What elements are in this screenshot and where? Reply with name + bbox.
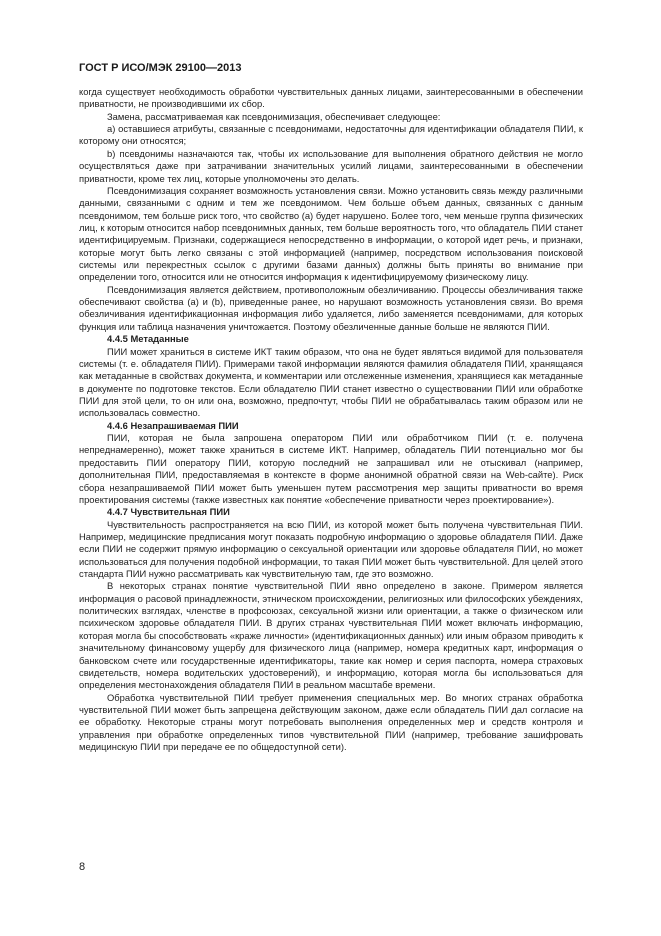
document-body — [79, 86, 583, 753]
paragraph: ПИИ, которая не была запрошена оператором ПИИ или обработчиком ПИИ (т. е. получена непреднамеренно), может также храниться в системе ИКТ. Например, обладатель ПИИ потенциально мог бы предоставить ПИИ оператору ПИИ, которую последний не запрашивал или не отыскивал (например, дополнительная ПИИ, предоставляемая в контексте в форме анонимной обратной связи на Web-сайте). Риск сбора незапрашиваемой ПИИ может быть уменьшен путем рассмотрения мер защиты приватности во время проектирования системы (также известных как понятие «обеспечение приватности через проектирование»). — [79, 432, 583, 505]
paragraph: ПИИ может храниться в системе ИКТ таким образом, что она не будет являться видимой для пользователя системы (т. е. обладателя ПИИ). Примерами такой информации являются фамилия обладателя ПИИ, хранящаяся как метаданные в свойствах документа, и комментарии или отслеженные изменения, хранящиеся как метаданные в документе по подготовке текстов. Если обладателю ПИИ станет известно о существовании ПИИ или обработке ПИИ для этой цели, то он или она, возможно, предпочтут, чтобы ПИИ не обрабатывалась таким образом или не использовалась совместно. — [79, 345, 583, 419]
section-heading: 4.4.6 Незапрашиваемая ПИИ — [107, 419, 239, 431]
paragraph: Замена, рассматриваемая как псевдонимизация, обеспечивает следующее: — [107, 110, 441, 122]
document-header-title: ГОСТ Р ИСО/МЭК 29100—2013 — [79, 62, 242, 74]
page-number: 8 — [79, 861, 86, 873]
list-item-b: b) псевдонимы назначаются так, чтобы их использование для выполнения обратного действия не могло осуществляться даже при затрачивании значительных усилий лицами, заинтересованными в обеспечении приватности, кроме тех лиц, которые уполномочены это делать. — [79, 147, 583, 184]
section-heading: 4.4.7 Чувствительная ПИИ — [107, 506, 230, 518]
list-item-a: a) оставшиеся атрибуты, связанные с псевдонимами, недостаточны для идентификации обладателя ПИИ, к которому они относятся; — [79, 123, 583, 147]
paragraph: Обработка чувствительной ПИИ требует применения специальных мер. Во многих странах обработка чувствительной ПИИ может быть запрещена действующим законом, даже если обладатель ПИИ дал согласие на ее обработку. Некоторые страны могут потребовать выполнения определенных мер и средств контроля и управления при обработке определенных типов чувствительной ПИИ (например, требование зашифровать медицинскую ПИИ при передаче ее по общедоступной сети). — [79, 691, 583, 753]
paragraph: когда существует необходимость обработки чувствительных данных лицами, заинтересованными в обеспечении приватности, не производившими их сбор. — [79, 86, 583, 110]
section-heading: 4.4.5 Метаданные — [107, 333, 189, 345]
paragraph: В некоторых странах понятие чувствительной ПИИ явно определено в законе. Примером является информация о расовой принадлежности, этническом происхождении, религиозных или философских убеждениях, политических взглядах, членстве в профсоюзах, сексуальной жизни или ориентации, а также о физическом или психическом здоровье обладателя ПИИ. В других странах чувствительная ПИИ может включать информацию, которая могла бы способствовать «краже личности» (идентификационных данных) или иным образом приводить к значительному финансовому ущербу для физического лица (например, номера кредитных карт, информация о банковском счете или государственные идентификаторы, такие как номер и серия паспорта, номера страховых свидетельств, номера водительских удостоверений), и информацию, которая могла бы использоваться для определения местонахождения обладателя ПИИ в реальном масштабе времени. — [79, 580, 583, 691]
paragraph: Псевдонимизация является действием, противоположным обезличиванию. Процессы обезличивания также обеспечивают свойства (а) и (b), приведенные ранее, но нарушают возможность установления связи. Во время обезличивания идентификационная информация либо удаляется, либо заменяется псевдонимами, для которых функция или таблица назначения уничтожается. Поэтому обезличенные данные больше не являются ПИИ. — [79, 283, 583, 332]
paragraph: Псевдонимизация сохраняет возможность установления связи. Можно установить связь между различными данными, связанными с одним и тем же псевдонимом. Чем больше объем данных, связанных с данным псевдонимом, тем больше риск того, что свойство (а) будет нарушено. Более того, чем меньше группа физических лиц, к которым относится набор псевдонимных данных, тем больше вероятность того, что обладатель ПИИ станет идентифицируемым. Признаки, содержащиеся непосредственно в информации, о которой идет речь, и признаки, которые могут быть легко связаны с этой информацией (например, посредством использования поисковой системы или перекрестных ссылок с другими базами данных) должны быть приняты во внимание при определении того, относится или не относится информация к идентифицируемому физическому лицу. — [79, 184, 583, 283]
paragraph: Чувствительность распространяется на всю ПИИ, из которой может быть получена чувствительная ПИИ. Например, медицинские предписания могут показать подробную информацию о здоровье обладателя ПИИ. Даже если ПИИ не содержит прямую информацию о сексуальной ориентации или здоровье обладателя ПИИ, но может использоваться для получения подобной информации, то такая ПИИ может быть чувствительной. Для целей этого стандарта ПИИ нужно рассматривать как чувствительную там, где это возможно. — [79, 518, 583, 580]
